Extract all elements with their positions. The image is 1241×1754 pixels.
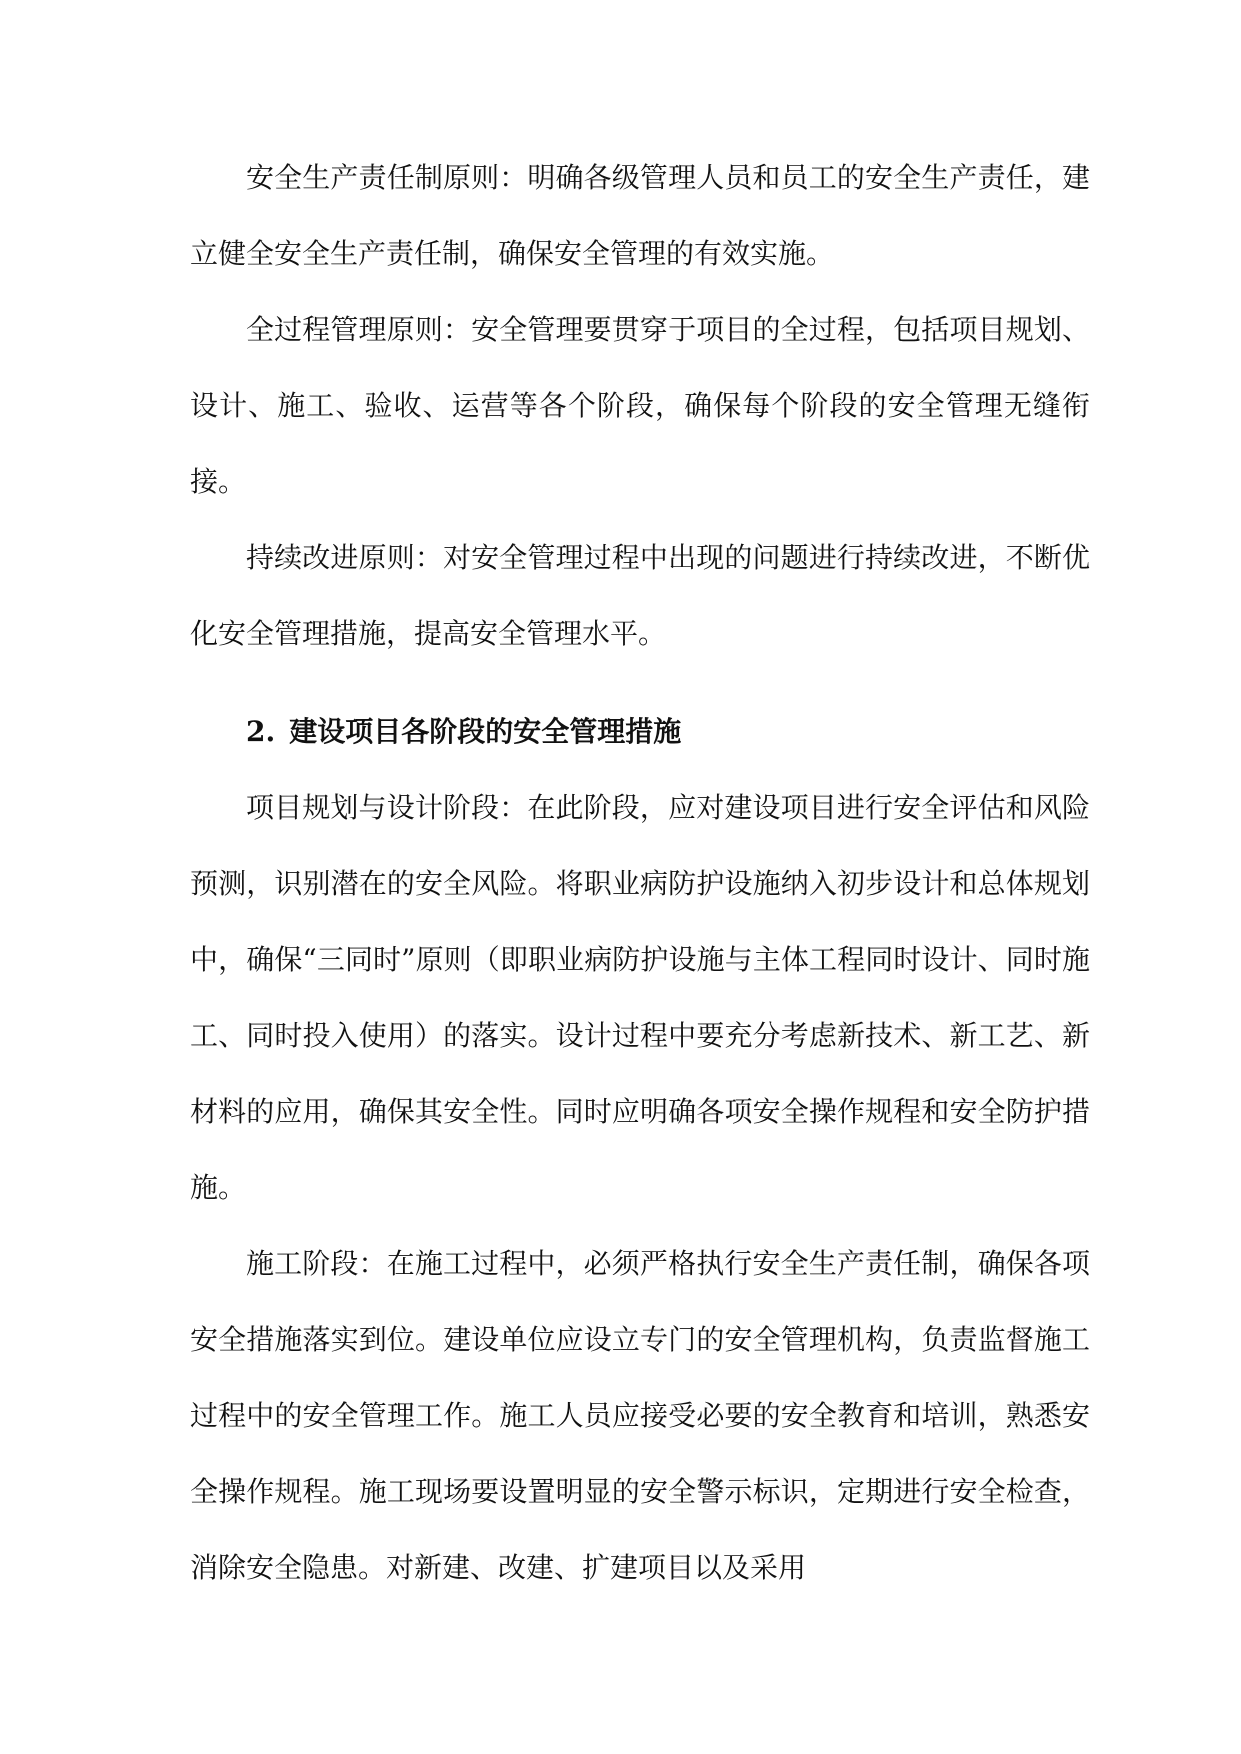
paragraph-planning-design: 项目规划与设计阶段：在此阶段，应对建设项目进行安全评估和风险预测，识别潜在的安全风险。将职业病防护设施纳入初步设计和总体规划中，确保“三同时”原则（即职业病防护设施与主体工程同时设计、同时施工、同时投入使用）的落实。设计过程中要充分考虑新技术、新工艺、新材料的应用，确保其安全性。同时应明确各项安全操作规程和安全防护措施。: [190, 791, 1090, 1204]
section-number: 2.: [246, 715, 276, 748]
section-heading: [190, 694, 1090, 770]
paragraph-continuous-improvement: 持续改进原则：对安全管理过程中出现的问题进行持续改进，不断优化安全管理措施，提高安全管理水平。: [190, 541, 1090, 650]
paragraph-whole-process: 全过程管理原则：安全管理要贯穿于项目的全过程，包括项目规划、设计、施工、验收、运营等各个阶段，确保每个阶段的安全管理无缝衔接。: [190, 313, 1090, 498]
section-title: 建设项目各阶段的安全管理措施: [289, 715, 682, 748]
document-page: [190, 140, 1090, 1606]
paragraph-construction: 施工阶段：在施工过程中，必须严格执行安全生产责任制，确保各项安全措施落实到位。建设单位应设立专门的安全管理机构，负责监督施工过程中的安全管理工作。施工人员应接受必要的安全教育和培训，熟悉安全操作规程。施工现场要设置明显的安全警示标识，定期进行安全检查，消除安全隐患。对新建、改建、扩建项目以及采用: [190, 1247, 1090, 1584]
paragraph-safety-responsibility: 安全生产责任制原则：明确各级管理人员和员工的安全生产责任，建立健全安全生产责任制，确保安全管理的有效实施。: [190, 161, 1090, 270]
